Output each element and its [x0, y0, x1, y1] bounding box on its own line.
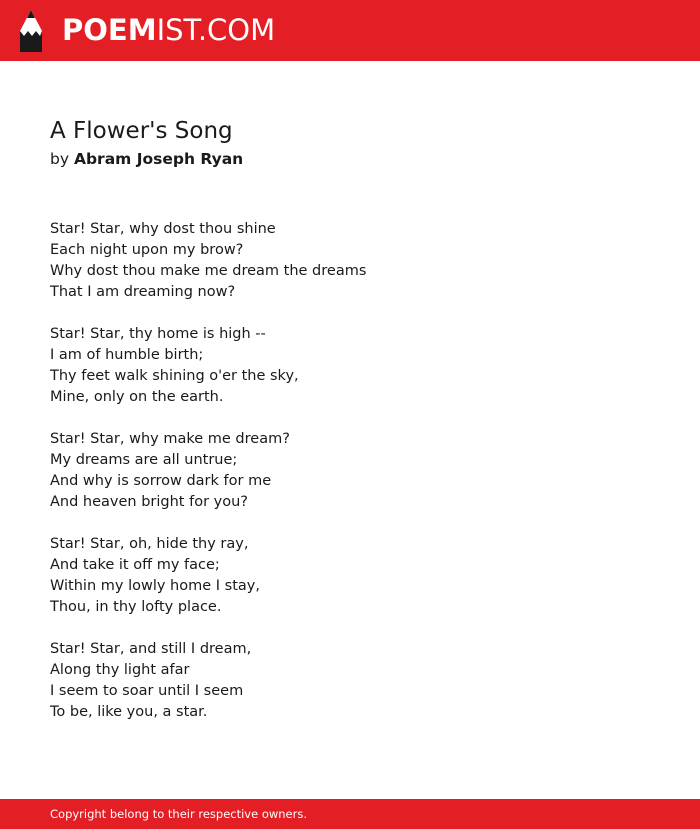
poem-line: Star! Star, thy home is high -- [50, 326, 266, 342]
poem-line: To be, like you, a star. [50, 704, 208, 720]
poem-line: That I am dreaming now? [50, 284, 236, 300]
logo-bold-text: POEM [62, 13, 157, 47]
poem-line: Why dost thou make me dream the dreams [50, 263, 367, 279]
poem-stanza [50, 639, 650, 723]
site-footer [0, 799, 700, 829]
poem-line: Star! Star, and still I dream, [50, 641, 252, 657]
poem-line: And heaven bright for you? [50, 494, 248, 510]
poem-stanza [50, 219, 650, 303]
poem-line: I am of humble birth; [50, 347, 204, 363]
by-prefix: by [50, 150, 70, 168]
poem-line: My dreams are all untrue; [50, 452, 238, 468]
poem-title: A Flower's Song [50, 118, 233, 144]
poem-body [50, 219, 650, 744]
poem-line: I seem to soar until I seem [50, 683, 244, 699]
logo-light-text: IST.COM [156, 13, 276, 47]
pencil-icon[interactable] [18, 10, 44, 52]
poem-line: Thy feet walk shining o'er the sky, [50, 368, 299, 384]
poem-line: Thou, in thy lofty place. [50, 599, 222, 615]
site-logo[interactable] [62, 12, 275, 48]
poem-line: Mine, only on the earth. [50, 389, 224, 405]
poem-line: Star! Star, oh, hide thy ray, [50, 536, 249, 552]
poem-line: Star! Star, why dost thou shine [50, 221, 276, 237]
poem-line: And why is sorrow dark for me [50, 473, 272, 489]
poem-line: And take it off my face; [50, 557, 220, 573]
poem-stanza [50, 429, 650, 513]
copyright-text: Copyright belong to their respective owners. [50, 807, 308, 821]
poem-line: Along thy light afar [50, 662, 190, 678]
byline [50, 148, 243, 170]
poem-author: Abram Joseph Ryan [73, 150, 244, 168]
poem-line: Within my lowly home I stay, [50, 578, 260, 594]
site-header [0, 0, 700, 61]
poem-stanza [50, 534, 650, 618]
poem-line: Each night upon my brow? [50, 242, 244, 258]
poem-line: Star! Star, why make me dream? [50, 431, 290, 447]
poem-stanza [50, 324, 650, 408]
